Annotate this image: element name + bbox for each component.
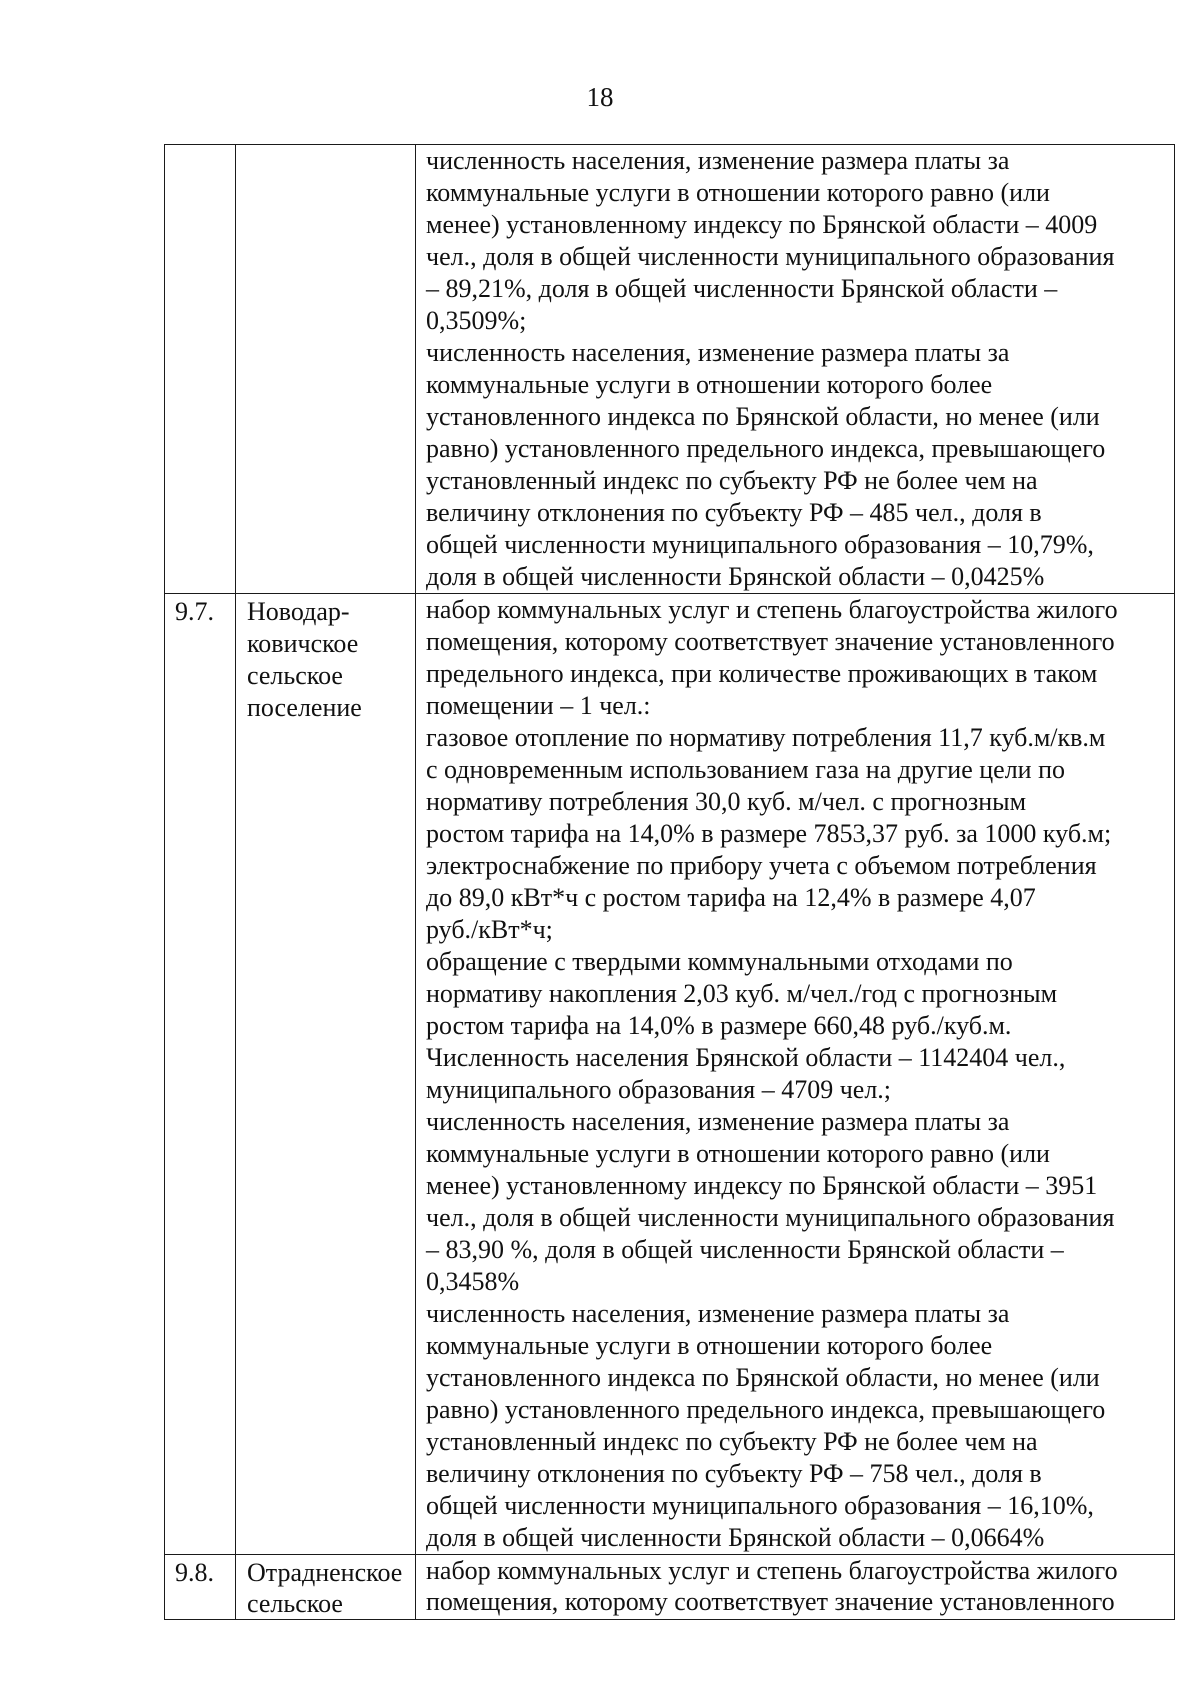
tariff-table	[164, 144, 1175, 1620]
description-line: помещении – 1 чел.:	[426, 691, 651, 720]
municipality-cell	[236, 594, 416, 1555]
description-line: менее) установленному индексу по Брянской области – 3951	[426, 1171, 1098, 1200]
description-line: предельного индекса, при количестве проживающих в таком	[426, 659, 1098, 688]
description-line: коммунальные услуги в отношении которого равно (или	[426, 178, 1050, 207]
description-line: чел., доля в общей численности муниципального образования	[426, 242, 1115, 271]
municipality-name-line: сельское	[247, 1589, 343, 1618]
table-row-9-8	[165, 1555, 1175, 1620]
description-line: менее) установленному индексу по Брянской области – 4009	[426, 210, 1098, 239]
row-number: 9.7.	[175, 597, 214, 626]
description-line: равно) установленного предельного индекса, превышающего	[426, 434, 1106, 463]
table-row-continuation	[165, 145, 1175, 594]
municipality-name-line: поселение	[247, 693, 362, 722]
municipality-name-line: Новодар-	[247, 597, 350, 626]
description-line: 0,3509%;	[426, 306, 527, 335]
description-line: установленного индекса по Брянской области, но менее (или	[426, 402, 1100, 431]
description-line: коммунальные услуги в отношении которого более	[426, 1331, 993, 1360]
description-line: чел., доля в общей численности муниципального образования	[426, 1203, 1115, 1232]
description-line: – 83,90 %, доля в общей численности Брянской области –	[426, 1235, 1064, 1264]
description-line: установленного индекса по Брянской области, но менее (или	[426, 1363, 1100, 1392]
description-line: ростом тарифа на 14,0% в размере 660,48 руб./куб.м.	[426, 1011, 1012, 1040]
description-line: ростом тарифа на 14,0% в размере 7853,37 руб. за 1000 куб.м;	[426, 819, 1112, 848]
description-line: общей численности муниципального образования – 10,79%,	[426, 530, 1094, 559]
description-line: установленный индекс по субъекту РФ не более чем на	[426, 1427, 1038, 1456]
description-line: до 89,0 кВт*ч с ростом тарифа на 12,4% в размере 4,07	[426, 883, 1036, 912]
description-line: нормативу потребления 30,0 куб. м/чел. с прогнозным	[426, 787, 1027, 816]
description-line: руб./кВт*ч;	[426, 915, 553, 944]
description-line: 0,3458%	[426, 1267, 520, 1296]
description-line: численность населения, изменение размера платы за	[426, 338, 1010, 367]
municipality-name-line: сельское	[247, 661, 343, 690]
row-number: 9.8.	[175, 1558, 214, 1587]
description-line: с одновременным использованием газа на другие цели по	[426, 755, 1065, 784]
description-line: муниципального образования – 4709 чел.;	[426, 1075, 892, 1104]
description-line: численность населения, изменение размера платы за	[426, 1299, 1010, 1328]
description-line: установленный индекс по субъекту РФ не более чем на	[426, 466, 1038, 495]
description-cell	[416, 145, 1175, 594]
description-line: равно) установленного предельного индекса, превышающего	[426, 1395, 1106, 1424]
description-line: нормативу накопления 2,03 куб. м/чел./год с прогнозным	[426, 979, 1058, 1008]
description-line: величину отклонения по субъекту РФ – 758 чел., доля в	[426, 1459, 1042, 1488]
description-line: численность населения, изменение размера платы за	[426, 1107, 1010, 1136]
row-number-cell	[165, 1555, 236, 1620]
description-line: численность населения, изменение размера платы за	[426, 146, 1010, 175]
municipality-name-line: ковичское	[247, 629, 359, 658]
municipality-cell	[236, 1555, 416, 1620]
row-number-cell	[165, 145, 236, 594]
description-line: обращение с твердыми коммунальными отходами по	[426, 947, 1013, 976]
description-line: помещения, которому соответствует значение установленного	[426, 1587, 1115, 1616]
table-row-9-7	[165, 594, 1175, 1555]
description-line: коммунальные услуги в отношении которого равно (или	[426, 1139, 1050, 1168]
row-number-cell	[165, 594, 236, 1555]
description-line: Численность населения Брянской области – 1142404 чел.,	[426, 1043, 1066, 1072]
description-line: газовое отопление по нормативу потребления 11,7 куб.м/кв.м	[426, 723, 1106, 752]
description-line: величину отклонения по субъекту РФ – 485 чел., доля в	[426, 498, 1042, 527]
description-line: помещения, которому соответствует значение установленного	[426, 627, 1115, 656]
description-line: коммунальные услуги в отношении которого более	[426, 370, 993, 399]
municipality-name-line: Отрадненское	[247, 1558, 403, 1587]
description-line: доля в общей численности Брянской области – 0,0664%	[426, 1523, 1045, 1552]
municipality-cell	[236, 145, 416, 594]
description-cell	[416, 594, 1175, 1555]
page-number: 18	[586, 82, 614, 112]
description-line: – 89,21%, доля в общей численности Брянской области –	[426, 274, 1058, 303]
description-line: набор коммунальных услуг и степень благоустройства жилого	[426, 1556, 1118, 1585]
description-line: доля в общей численности Брянской области – 0,0425%	[426, 562, 1045, 591]
description-line: электроснабжение по прибору учета с объемом потребления	[426, 851, 1097, 880]
description-cell	[416, 1555, 1175, 1620]
description-line: набор коммунальных услуг и степень благоустройства жилого	[426, 595, 1118, 624]
description-line: общей численности муниципального образования – 16,10%,	[426, 1491, 1094, 1520]
